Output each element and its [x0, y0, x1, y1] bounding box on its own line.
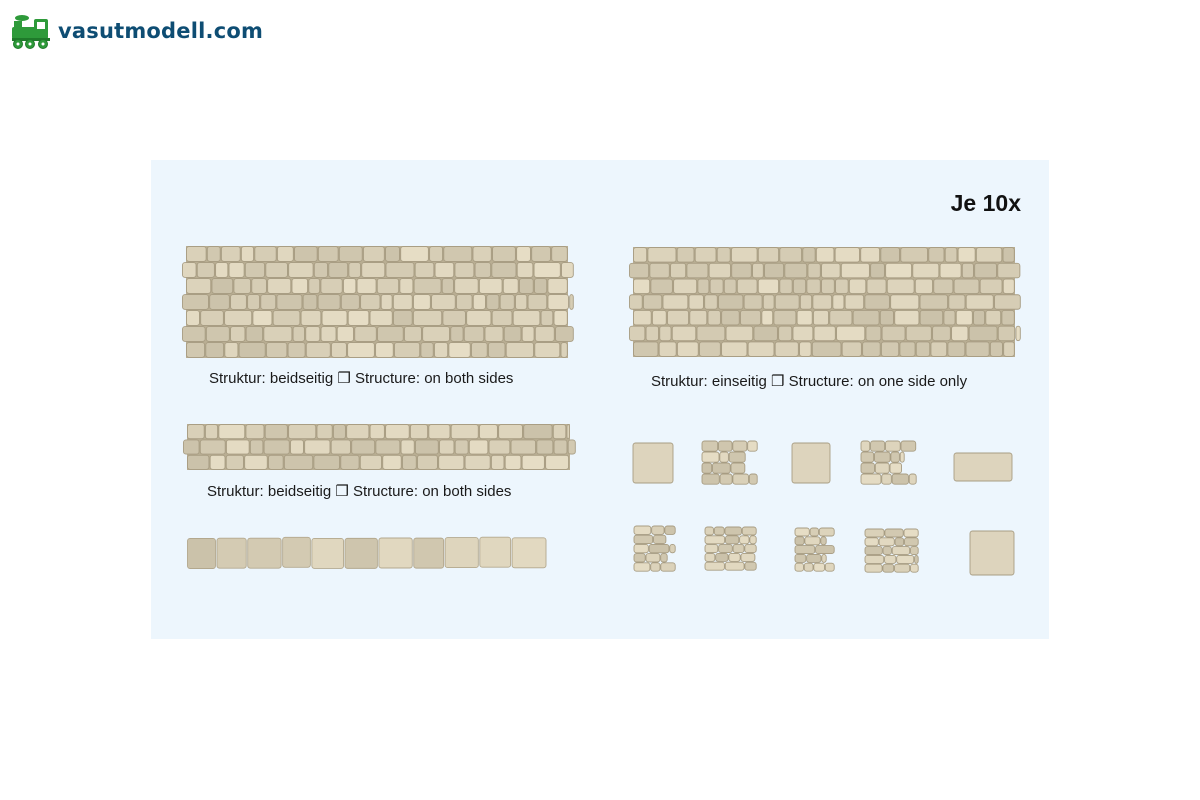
wall-piece-plain-3 — [969, 530, 1015, 576]
wall-small-image — [181, 422, 576, 472]
wall-piece-corner-2 — [860, 440, 918, 486]
site-name: vasutmodell.com — [58, 19, 264, 43]
wall-piece-flat — [953, 452, 1013, 482]
caption-wall-small: Struktur: beidseitig ❒ Structure: on both sides — [207, 483, 512, 500]
wall-piece-end-2 — [794, 527, 836, 573]
wall-piece-block-1 — [704, 526, 758, 572]
train-locomotive-icon — [10, 13, 52, 49]
site-logo[interactable] — [10, 12, 263, 50]
wall-large-right-image — [627, 245, 1021, 359]
wall-large-left-image — [180, 244, 574, 360]
quantity-label: Je 10x — [950, 190, 1021, 216]
wall-piece-plain-1 — [632, 442, 674, 484]
wall-piece-block-2 — [864, 528, 920, 574]
wall-piece-plain-2 — [791, 442, 831, 484]
caption-wall-large-right: Struktur: einseitig ❒ Structure: on one side only — [651, 373, 968, 390]
caption-wall-large-left: Struktur: beidseitig ❒ Structure: on both sides — [209, 370, 514, 387]
wall-piece-end-1 — [633, 525, 677, 573]
product-image-panel — [151, 160, 1049, 639]
curb-stones-image — [187, 536, 555, 570]
wall-piece-corner-1 — [701, 440, 759, 486]
